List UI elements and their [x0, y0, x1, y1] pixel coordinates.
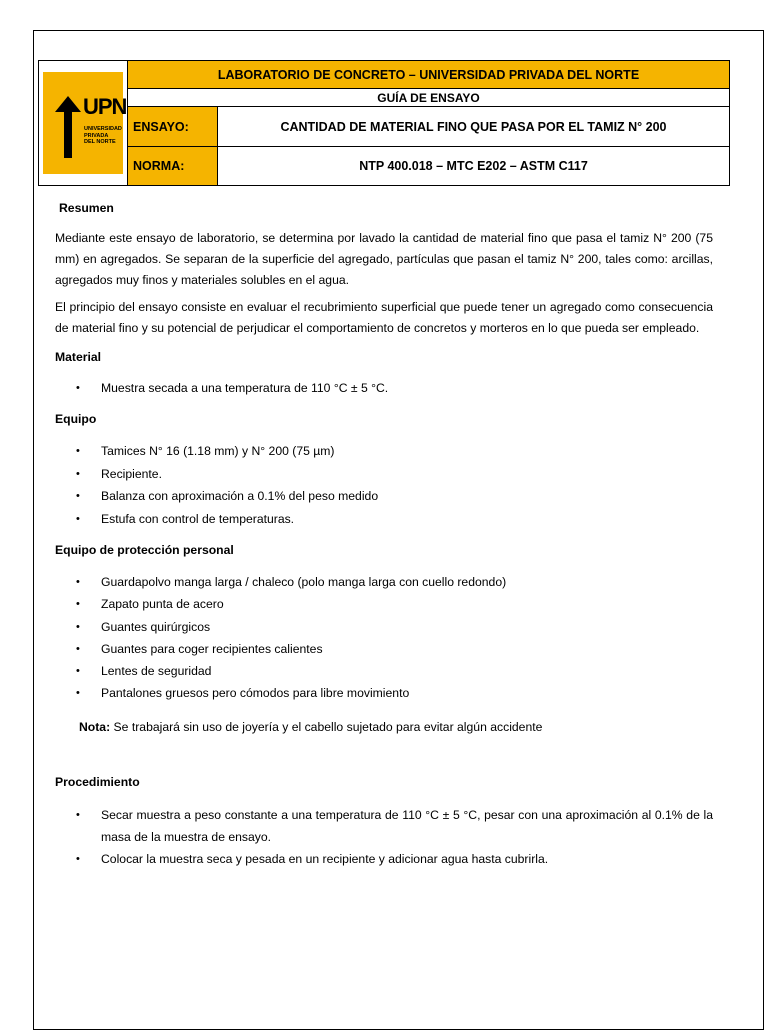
header-table [38, 60, 730, 186]
header-norma-row [128, 147, 729, 185]
equipo-list [55, 440, 713, 530]
ensayo-label: ENSAYO: [128, 107, 218, 146]
material-heading: Material [55, 350, 102, 364]
resumen-paragraph-1: Mediante este ensayo de laboratorio, se determina por lavado la cantidad de material fino que pasa el tamiz N° 200 (75 mm) en agregados. Se separan de la superficie del agregado, partículas que pasan el tamiz N° 200, tales como: arcillas, agregados muy finos y materiales solubles en el agua. [55, 231, 713, 287]
list-item: • Guantes para coger recipientes calientes [55, 638, 713, 660]
list-item: • Lentes de seguridad [55, 660, 713, 682]
norma-label: NORMA: [128, 147, 218, 185]
header-ensayo-row [128, 107, 729, 147]
nota-label: Nota: [79, 719, 111, 734]
procedimiento-list [55, 804, 713, 870]
logo-text: UPN [83, 94, 127, 119]
list-item: • Estufa con control de temperaturas. [55, 508, 713, 531]
list-item: • Balanza con aproximación a 0.1% del peso medido [55, 485, 713, 508]
resumen-heading: Resumen [59, 201, 114, 215]
procedimiento-heading: Procedimiento [55, 774, 140, 789]
logo-cell [39, 61, 128, 185]
resumen-paragraph-2: El principio del ensayo consiste en evaluar el recubrimiento superficial que puede tener un agregado como consecuencia de material fino y su potencial de perjudicar el comportamiento de concretos y morteros en lo que pueda ser empleado. [55, 300, 713, 335]
list-item: • Colocar la muestra seca y pesada en un recipiente y adicionar agua hasta cubrirla. [55, 848, 713, 870]
norma-value: NTP 400.018 – MTC E202 – ASTM C117 [359, 159, 588, 173]
list-item: • Zapato punta de acero [55, 593, 713, 615]
epp-heading: Equipo de protección personal [55, 543, 234, 557]
nota [55, 717, 713, 738]
header-title: LABORATORIO DE CONCRETO – UNIVERSIDAD PRIVADA DEL NORTE [128, 61, 729, 89]
list-item: • Tamices N° 16 (1.18 mm) y N° 200 (75 µm) [55, 440, 713, 463]
ensayo-value: CANTIDAD DE MATERIAL FINO QUE PASA POR EL TAMIZ N° 200 [280, 119, 667, 134]
document-body [55, 198, 713, 870]
arrow-up-icon [55, 96, 81, 158]
nota-text: Se trabajará sin uso de joyería y el cabello sujetado para evitar algún accidente [113, 719, 543, 734]
list-item: • Secar muestra a peso constante a una temperatura de 110 °C ± 5 °C, pesar con una aproximación al 0.1% de la masa de la muestra de ensayo. [55, 804, 713, 848]
epp-list [55, 571, 713, 705]
header-guia: GUÍA DE ENSAYO [128, 89, 729, 107]
material-list [55, 378, 713, 399]
list-item: • Guantes quirúrgicos [55, 616, 713, 638]
list-item: • Muestra secada a una temperatura de 110 °C ± 5 °C. [55, 378, 713, 399]
list-item: • Pantalones gruesos pero cómodos para libre movimiento [55, 682, 713, 704]
list-item: • Recipiente. [55, 463, 713, 486]
upn-logo [43, 72, 127, 174]
list-item: • Guardapolvo manga larga / chaleco (polo manga larga con cuello redondo) [55, 571, 713, 593]
equipo-heading: Equipo [55, 412, 97, 426]
logo-subtext: UNIVERSIDAD PRIVADA DEL NORTE [84, 126, 122, 145]
